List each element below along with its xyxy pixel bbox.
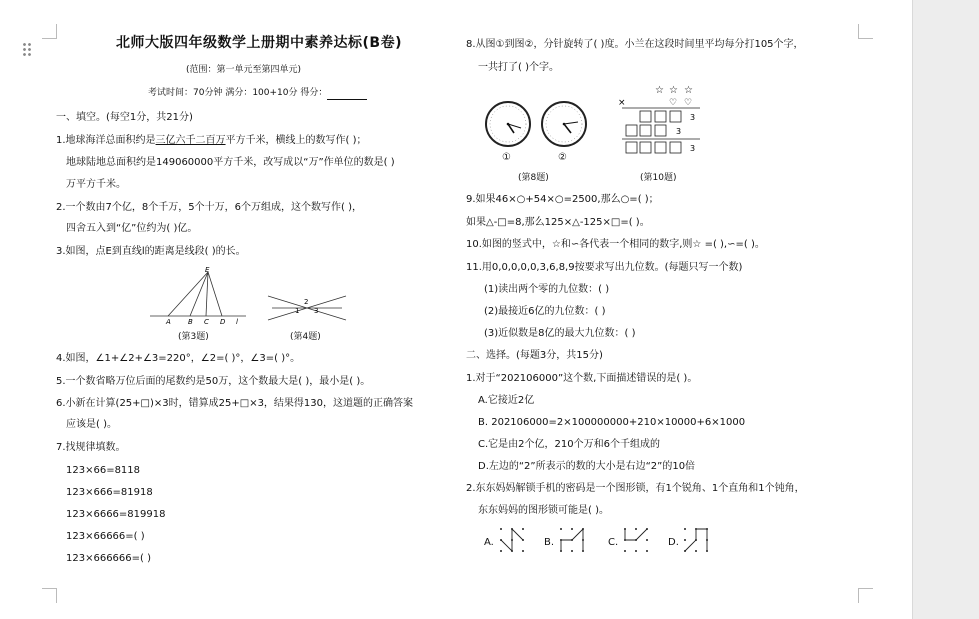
question-9-line-2: 如果△-□=8,那么125×△-125×□=( )。 xyxy=(466,217,650,228)
fig4-label-1: 1 xyxy=(295,307,300,315)
choice-2-line-2: 东东妈妈的图形锁可能是( )。 xyxy=(478,505,609,516)
figure-3-caption: (第3题) xyxy=(178,332,209,342)
fig3-label-c: C xyxy=(204,318,209,326)
crop-mark xyxy=(858,588,873,603)
question-10: 10.如图的竖式中，☆和∽各代表一个相同的数字,则☆ =( ),∽=( )。 xyxy=(466,239,765,250)
times-sign: × xyxy=(618,98,626,108)
crop-mark xyxy=(858,24,873,39)
fig10-row-digit: 3 xyxy=(690,113,696,122)
choice-1-option-c: C.它是由2个亿，210个万和6个千组成的 xyxy=(478,439,660,450)
figure-8-caption: (第8题) xyxy=(518,173,549,183)
question-11-part-2: (2)最接近6亿的九位数：( ) xyxy=(484,306,606,317)
question-3: 3.如图，点E到直线l的距离是线段( )的长。 xyxy=(56,246,246,257)
figure-4-diagram xyxy=(268,292,348,322)
question-5: 5.一个数省略万位后面的尾数约是50万，这个数最大是( )，最小是( )。 xyxy=(56,376,371,387)
question-1-line-2: 地球陆地总面积约是149060000平方千米，改写成以“万”作单位的数是( ) xyxy=(66,157,395,168)
lock-option-a-icon xyxy=(498,526,528,556)
choice-1-option-a: A.它接近2亿 xyxy=(478,395,535,406)
choice-2-line-1: 2.东东妈妈解锁手机的密码是一个图形锁，有1个锐角、1个直角和1个钝角， xyxy=(466,483,805,494)
fig3-label-d: D xyxy=(220,318,226,326)
fig3-label-a: A xyxy=(166,318,171,326)
question-1-line-1: 1.地球海洋总面积约是三亿六千二百万平方千米，横线上的数写作( )； xyxy=(56,135,367,146)
lock-option-b-label: B. xyxy=(544,537,555,548)
clock-1-icon xyxy=(484,100,532,148)
fig3-label-e: E xyxy=(205,266,210,274)
doc-meta: 考试时间：70分钟 满分：100+10分 得分： xyxy=(148,86,367,100)
figure-4-caption: (第4题) xyxy=(290,332,321,342)
question-11-part-1: (1)读出两个零的九位数：( ) xyxy=(484,284,610,295)
question-6-line-2: 应该是( )。 xyxy=(66,419,117,430)
fig10-row-digit: 3 xyxy=(676,127,682,136)
question-7-row: 123×666=81918 xyxy=(66,487,153,498)
choice-1-option-b: B. 202106000=2×100000000+210×10000+6×1000 xyxy=(478,417,746,428)
fig4-label-2: 2 xyxy=(304,298,309,306)
question-11: 11.用0,0,0,0,0,3,6,8,9按要求写出九位数。(每题只写一个数) xyxy=(466,262,743,273)
question-7-row: 123×66666=( ) xyxy=(66,531,145,542)
question-9-line-1: 9.如果46×○+54×○=2500,那么○=( )； xyxy=(466,194,659,205)
question-7-row: 123×666666=( ) xyxy=(66,553,151,564)
window-side-panel xyxy=(912,0,979,619)
squiggle-icon: ♡ xyxy=(684,98,693,108)
star-icon: ☆ xyxy=(684,85,693,96)
squiggle-icon: ♡ xyxy=(669,98,678,108)
lock-option-d-icon xyxy=(682,526,712,556)
fig4-label-3: 3 xyxy=(314,307,319,315)
choice-1: 1.对于“202106000”这个数,下面描述错误的是( )。 xyxy=(466,373,698,384)
question-4: 4.如图，∠1+∠2+∠3=220°，∠2=( )°，∠3=( )°。 xyxy=(56,353,301,364)
lock-option-c-label: C. xyxy=(608,537,619,548)
section-fill-in-title: 一、填空。(每空1分，共21分) xyxy=(56,112,193,123)
fig3-label-b: B xyxy=(188,318,193,326)
lock-option-c-icon xyxy=(622,526,652,556)
question-7: 7.找规律填数。 xyxy=(56,442,126,453)
doc-title: 北师大版四年级数学上册期中素养达标(B卷) xyxy=(116,35,402,51)
crop-mark xyxy=(42,24,57,39)
question-8-line-1: 8.从图①到图②，分针旋转了( )度。小兰在这段时间里平均每分打105个字， xyxy=(466,39,804,50)
choice-1-option-d: D.左边的“2”所表示的数的大小是右边“2”的10倍 xyxy=(478,461,696,472)
star-icon: ☆ xyxy=(669,85,678,96)
star-icon: ☆ xyxy=(655,85,664,96)
lock-option-a-label: A. xyxy=(484,537,494,548)
question-1-line-3: 万平方千米。 xyxy=(66,179,126,190)
fig3-label-l: l xyxy=(236,318,238,326)
fig10-row-digit: 3 xyxy=(690,144,696,153)
clock-1-label: ① xyxy=(502,152,511,163)
lock-option-b-icon xyxy=(558,526,588,556)
doc-range: (范围：第一单元至第四单元) xyxy=(186,65,302,75)
figure-10-diagram xyxy=(618,84,718,160)
section-choice-title: 二、选择。(每题3分，共15分) xyxy=(466,350,603,361)
question-11-part-3: (3)近似数是8亿的最大九位数：( ) xyxy=(484,328,636,339)
clock-2-icon xyxy=(540,100,588,148)
drag-handle-icon[interactable] xyxy=(22,42,32,58)
lock-option-d-label: D. xyxy=(668,537,679,548)
figure-3-diagram xyxy=(150,268,250,328)
question-7-row: 123×66=8118 xyxy=(66,465,141,476)
question-2-line-2: 四舍五入到“亿”位约为( )亿。 xyxy=(66,223,198,234)
figure-10-caption: (第10题) xyxy=(640,173,677,183)
question-2-line-1: 2.一个数由7个亿，8个千万，5个十万，6个万组成，这个数写作( )， xyxy=(56,202,362,213)
question-8-line-2: 一共打了( )个字。 xyxy=(478,62,559,73)
clock-2-label: ② xyxy=(558,152,567,163)
question-6-line-1: 6.小新在计算(25+□)×3时，错算成25+□×3，结果得130，这道题的正确答案 xyxy=(56,398,414,409)
question-7-row: 123×6666=819918 xyxy=(66,509,166,520)
crop-mark xyxy=(42,588,57,603)
